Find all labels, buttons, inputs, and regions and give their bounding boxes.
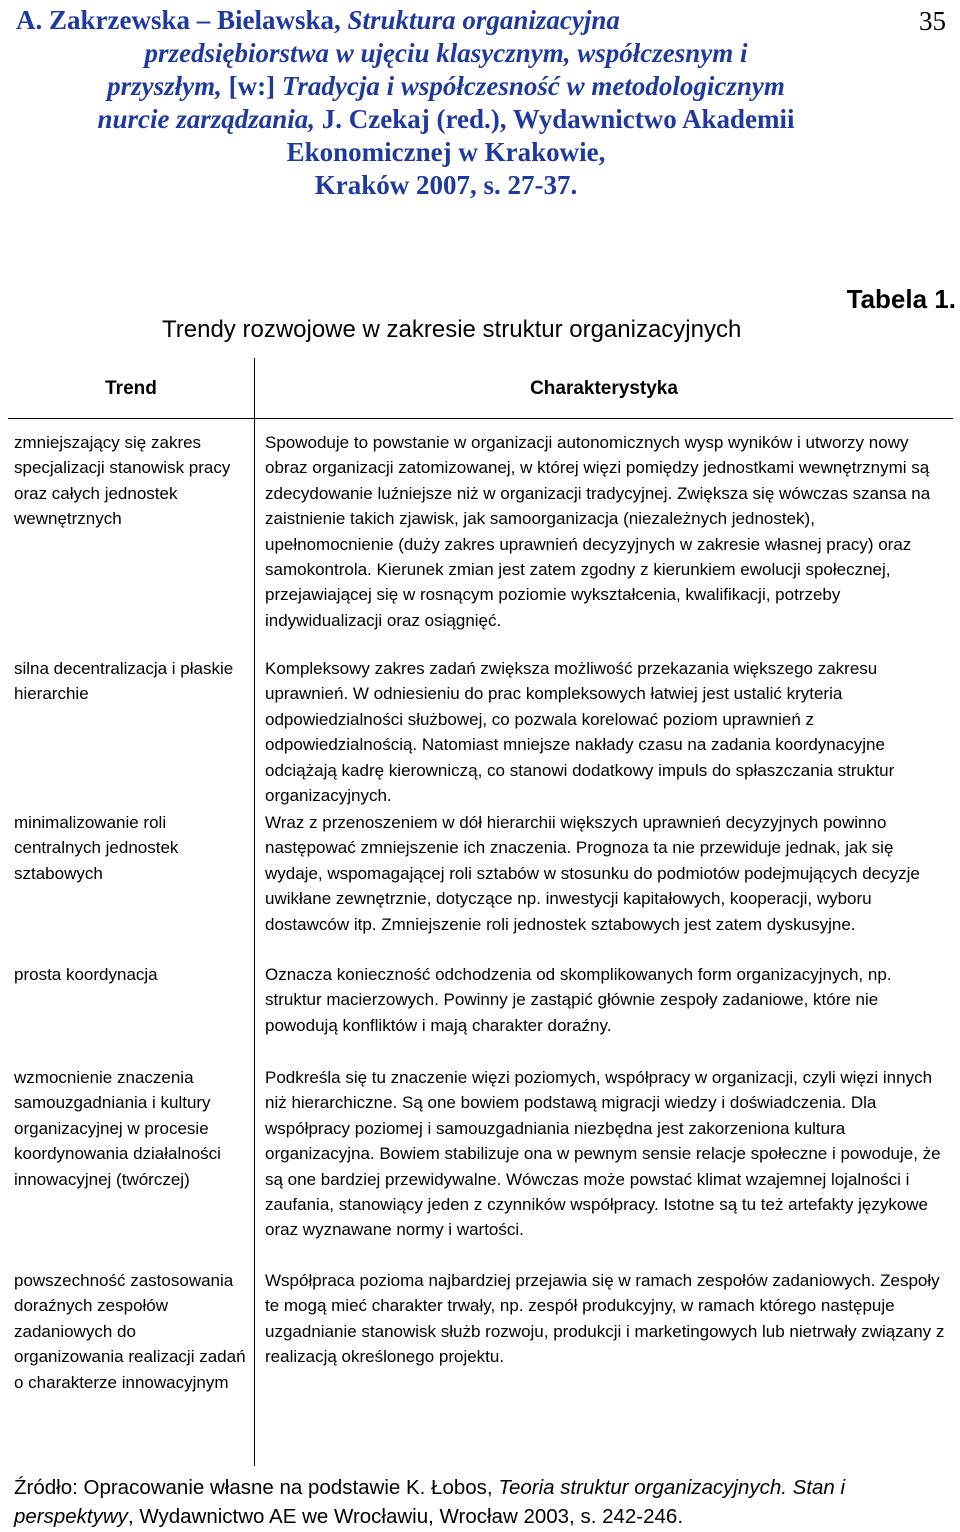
trend-cell: prosta koordynacja bbox=[14, 965, 158, 984]
table-label: Tabela 1. bbox=[846, 284, 956, 314]
description-cell: Spowoduje to powstanie w organizacji autonomicznych wysp wyników i utworzy nowy obraz organizacji zatomizowanej, w której więzi pomiędzy jednostkami wewnętrznymi są zdecydowanie luźniejsze niż w organizacji tradycyjnej. Zwiększa się wówczas szansa na zaistnienie takich zjawisk, jak samoorganizacja (niezależnych jednostek), upełnomocnienie (duży zakres uprawnień decyzyjnych w zakresie własnej pracy) oraz samokontrola. Kierunek zmian jest zatem zgodny z kierunkiem ewolucji społecznej, przejawiającej się w rosnącym poziomie wykształcenia, kwalifikacji, potrzeby indywidualizacji oraz osiągnięć. bbox=[265, 433, 931, 630]
table-body bbox=[8, 430, 953, 1448]
trend-cell: minimalizowanie roli centralnych jednostek sztabowych bbox=[14, 813, 179, 883]
bibliographic-citation bbox=[16, 4, 876, 202]
header-divider bbox=[8, 418, 953, 419]
citation-title-part: przedsiębiorstwa w ujęciu klasycznym, współczesnym i bbox=[144, 38, 748, 68]
source-title: Teoria struktur organizacyjnych. Stan i perspektywy bbox=[14, 1476, 846, 1528]
table-title: Trendy rozwojowe w zakresie struktur organizacyjnych bbox=[162, 316, 742, 343]
citation-title-part: przyszłym, bbox=[107, 71, 229, 101]
description-cell: Współpraca pozioma najbardziej przejawia się w ramach zespołów zadaniowych. Zespoły te mogą mieć charakter trwały, np. zespół produkcyjny, w ramach którego następuje uzgadnianie stanowisk służb rozwoju, produkcji i marketingowych lub nietrwały związany z realizacją określonego projektu. bbox=[265, 1271, 945, 1367]
description-cell: Kompleksowy zakres zadań zwiększa możliwość przekazania większego zakresu uprawnień. W odniesieniu do prac kompleksowych łatwiej jest ustalić kryteria odpowiedzialności służbowej, co pozwala korelować poziom uprawnień z odpowiedzialnością. Natomiast mniejsze nakłady czasu na zadania koordynacyjne odciążają kadrę kierowniczą, co stanowi dodatkowy impuls do spłaszczania struktur organizacyjnych. bbox=[265, 659, 895, 806]
citation-place-year: Kraków 2007, s. 27-37. bbox=[314, 170, 578, 200]
description-cell: Podkreśla się tu znaczenie więzi poziomych, współpracy w organizacji, czyli więzi innych niż hierarchiczne. Są one bowiem podstawą migracji wiedzy i doświadczenia. Dla współpracy poziomej i samouzgadniania niezbędna jest zakorzeniona kultura organizacyjna. Bowiem stabilizuje ona w pewnym sensie relacje społeczne i powoduje, że są one bardziej przewidywalne. Wówczas może powstać klimat wzajemnej lojalności i zaufania, stanowiący jeden z czynników współpracy. Istotne są tu też artefakty językowe oraz wyznawane normy i wartości. bbox=[265, 1068, 941, 1240]
description-cell: Wraz z przenoszeniem w dół hierarchii większych uprawnień decyzyjnych powinno następować zmniejszenie ich znaczenia. Prognoza ta nie przewiduje jednak, jak się wydaje, wspomagającej roli sztabów w stosunku do podmiotów podejmujących decyzje uwikłane zewnętrznie, dotyczące np. inwestycji kapitałowych, kooperacji, wyboru dostawców itp. Zmniejszenie roli jednostek sztabowych jest zatem dyskusyjne. bbox=[265, 813, 920, 934]
trends-table bbox=[8, 358, 953, 1466]
table-row bbox=[8, 962, 953, 1065]
table-row bbox=[8, 810, 953, 962]
citation-book-title: nurcie zarządzania, bbox=[97, 104, 322, 134]
trend-cell: powszechność zastosowania doraźnych zespołów zadaniowych do organizowania realizacji zadań o charakterze innowacyjnym bbox=[14, 1271, 246, 1392]
citation-book-title: Tradycja i współczesność w metodologicznym bbox=[281, 71, 785, 101]
citation-title-part: Struktura organizacyjna bbox=[347, 5, 620, 35]
table-row bbox=[8, 430, 953, 656]
page-number: 35 bbox=[919, 6, 946, 36]
table-header bbox=[8, 358, 953, 418]
source-prefix: Źródło: Opracowanie własne na podstawie K. Łobos, bbox=[14, 1476, 499, 1499]
citation-publisher: J. Czekaj (red.), Wydawnictwo Akademii bbox=[321, 104, 795, 134]
table-row bbox=[8, 1268, 953, 1448]
source-note bbox=[14, 1473, 948, 1531]
citation-in: [w:] bbox=[228, 71, 282, 101]
source-suffix: , Wydawnictwo AE we Wrocławiu, Wrocław 2003, s. 242-246. bbox=[127, 1505, 684, 1528]
description-cell: Oznacza konieczność odchodzenia od skomplikowanych form organizacyjnych, np. struktur macierzowych. Powinny je zastąpić głównie zespoły zadaniowe, które nie powodują konfliktów i mają charakter doraźny. bbox=[265, 965, 892, 1035]
table-row bbox=[8, 656, 953, 810]
trend-cell: silna decentralizacja i płaskie hierarchie bbox=[14, 659, 234, 704]
table-row bbox=[8, 1065, 953, 1268]
citation-publisher: Ekonomicznej w Krakowie, bbox=[286, 137, 606, 167]
header-characteristic: Charakterystyka bbox=[530, 378, 678, 399]
trend-cell: wzmocnienie znaczenia samouzgadniania i kultury organizacyjnej w procesie koordynowania działalności innowacyjnej (twórczej) bbox=[14, 1068, 221, 1189]
trend-cell: zmniejszający się zakres specjalizacji stanowisk pracy oraz całych jednostek wewnętrznych bbox=[14, 433, 231, 529]
header-trend: Trend bbox=[105, 378, 157, 399]
citation-author: A. Zakrzewska – Bielawska, bbox=[16, 5, 348, 35]
